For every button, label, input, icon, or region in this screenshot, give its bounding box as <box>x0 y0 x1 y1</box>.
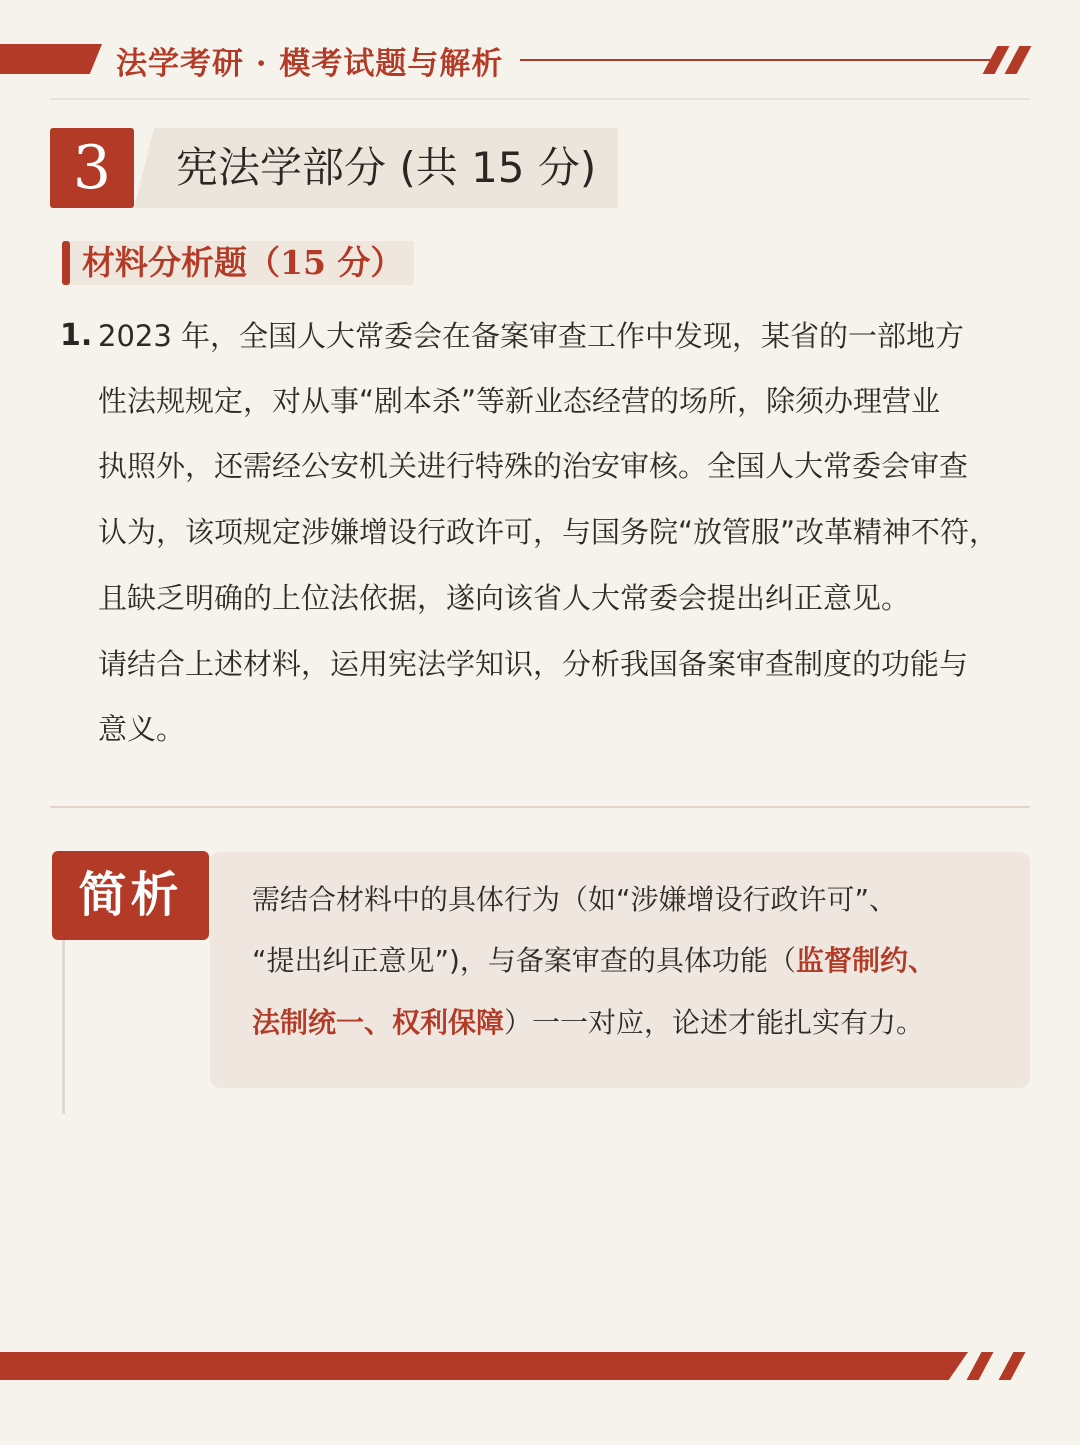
question-number: 1. <box>60 318 93 353</box>
analysis-highlight: 监督制约、 <box>795 944 936 977</box>
question-prompt-line: 意义。 <box>98 712 186 746</box>
question-text-line: 执照外，还需经公安机关进行特殊的治安审核。全国人大常委会审查 <box>98 449 969 483</box>
section-title: 宪法学部分 (共 15 分) <box>176 143 597 192</box>
footer-accent-band <box>0 1352 968 1380</box>
question-type-accent-bar <box>62 241 70 285</box>
header-divider <box>50 98 1030 100</box>
analysis-highlight: 法制统一、权利保障 <box>252 1006 505 1039</box>
question-text-line: 2023 年，全国人大常委会在备案审查工作中发现，某省的一部地方 <box>98 319 965 353</box>
question-type-label: 材料分析题（15 分） <box>82 243 404 282</box>
question-text-line: 认为，该项规定涉嫌增设行政许可，与国务院“放管服”改革精神不符， <box>98 515 999 549</box>
analysis-text: ）一一对应，论述才能扎实有力。 <box>504 1006 925 1039</box>
analysis-tag: 简析 <box>52 851 209 940</box>
section-divider <box>50 806 1030 808</box>
analysis-text: “提出纠正意见”)，与备案审查的具体功能（ <box>252 944 796 977</box>
header-accent-band <box>0 44 102 74</box>
header-rule-line <box>520 59 990 61</box>
analysis-text-line <box>252 999 924 1047</box>
analysis-text-line: 需结合材料中的具体行为（如“涉嫌增设行政许可”、 <box>252 883 898 916</box>
header-slash-mark <box>1005 46 1032 74</box>
footer-slash-mark <box>967 1352 994 1380</box>
question-text-line: 且缺乏明确的上位法依据，遂向该省人大常委会提出纠正意见。 <box>98 581 911 615</box>
header-title: 法学考研 · 模考试题与解析 <box>116 46 504 82</box>
analysis-guide-line <box>62 938 65 1114</box>
question-text-line: 性法规规定，对从事“剧本杀”等新业态经营的场所，除须办理营业 <box>98 384 941 418</box>
analysis-text-line <box>252 937 936 985</box>
footer-slash-mark <box>999 1352 1026 1380</box>
section-number-badge: 3 <box>50 128 134 208</box>
question-prompt-line: 请结合上述材料，运用宪法学知识，分析我国备案审查制度的功能与 <box>98 647 969 681</box>
